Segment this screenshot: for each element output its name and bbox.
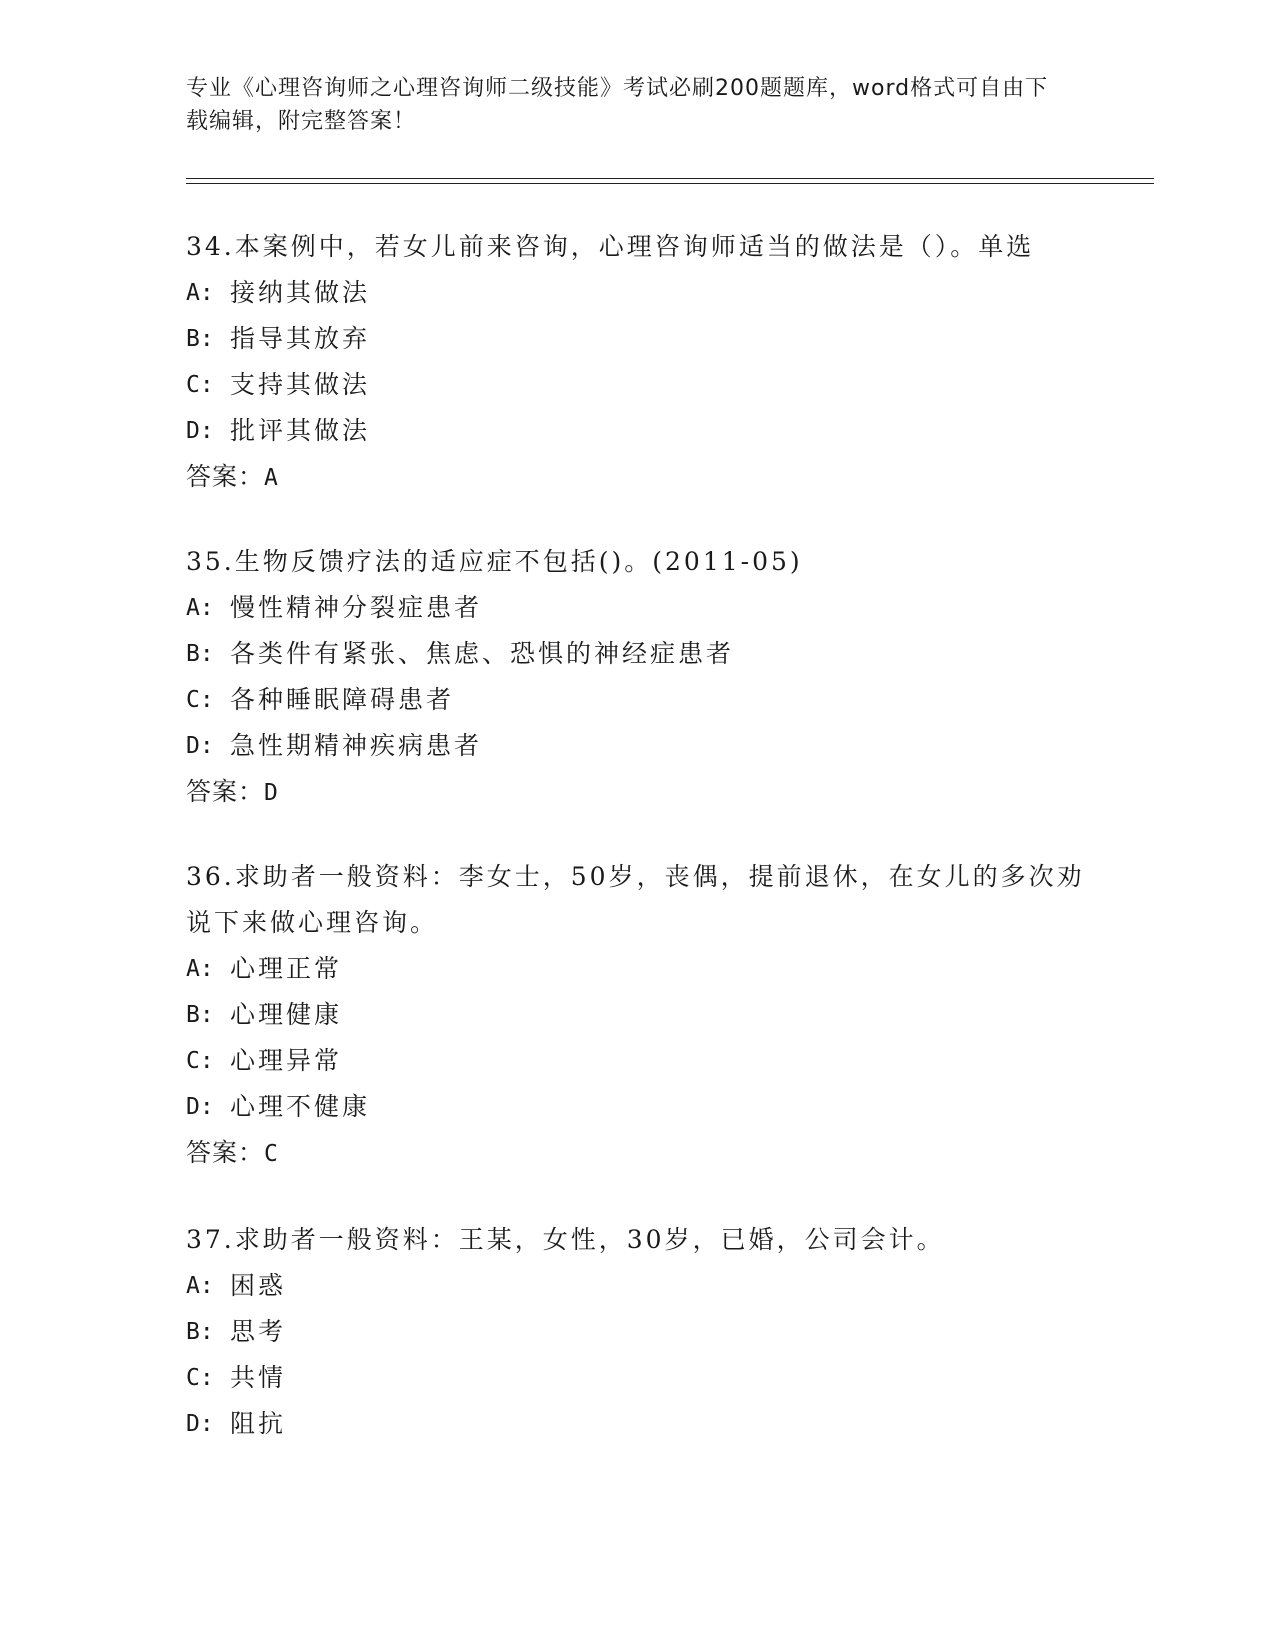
option-c (186, 677, 1086, 723)
option-b (186, 1309, 1086, 1355)
question-35 (186, 539, 1086, 816)
question-stem: 37.求助者一般资料：王某，女性，30岁，已婚，公司会计。 (186, 1225, 945, 1254)
question-stem: 36.求助者一般资料：李女士，50岁，丧偶，提前退休，在女儿的多次劝说下来做心理咨询。 (186, 862, 1085, 937)
option-text: 批评其做法 (230, 416, 371, 445)
option-c (186, 1038, 1086, 1084)
option-letter: B: (186, 1319, 214, 1345)
option-text: 共情 (230, 1363, 287, 1392)
option-letter: D: (186, 1411, 214, 1437)
option-letter: A: (186, 595, 214, 621)
option-b (186, 631, 1086, 677)
option-text: 心理健康 (230, 1000, 343, 1029)
question-34 (186, 224, 1086, 501)
answer-value: A (264, 465, 279, 491)
option-text: 各类件有紧张、焦虑、恐惧的神经症患者 (230, 639, 735, 668)
option-text: 思考 (230, 1317, 287, 1346)
answer-label: 答案： (186, 1138, 265, 1167)
option-letter: B: (186, 326, 214, 352)
option-letter: C: (186, 372, 214, 398)
option-letter: D: (186, 1094, 214, 1120)
option-letter: D: (186, 418, 214, 444)
option-c (186, 1355, 1086, 1401)
option-text: 接纳其做法 (230, 278, 371, 307)
option-a (186, 1263, 1086, 1309)
option-a (186, 270, 1086, 316)
option-a (186, 585, 1086, 631)
option-text: 心理正常 (230, 954, 343, 983)
option-letter: A: (186, 280, 214, 306)
option-text: 心理异常 (230, 1046, 343, 1075)
question-stem: 34.本案例中，若女儿前来咨询，心理咨询师适当的做法是（）。单选 (186, 232, 1035, 261)
document-header: 专业《心理咨询师之心理咨询师二级技能》考试必刷200题题库，word格式可自由下载编辑，附完整答案！ (186, 76, 1049, 134)
option-letter: A: (186, 956, 214, 982)
answer-value: D (264, 780, 279, 806)
option-text: 急性期精神疾病患者 (230, 731, 483, 760)
header-rule-bottom (186, 183, 1154, 184)
option-letter: B: (186, 1002, 214, 1028)
option-letter: C: (186, 687, 214, 713)
option-d (186, 408, 1086, 454)
answer-label: 答案： (186, 462, 265, 491)
header-rule-top (186, 178, 1154, 179)
option-text: 各种睡眠障碍患者 (230, 685, 455, 714)
answer-line (186, 769, 1086, 816)
option-letter: D: (186, 733, 214, 759)
option-b (186, 992, 1086, 1038)
option-text: 心理不健康 (230, 1092, 371, 1121)
option-letter: A: (186, 1273, 214, 1299)
answer-label: 答案： (186, 777, 265, 806)
option-text: 阻抗 (230, 1409, 287, 1438)
question-stem: 35.生物反馈疗法的适应症不包括()。(2011-05) (186, 547, 803, 576)
answer-value: C (264, 1141, 279, 1167)
option-d (186, 1084, 1086, 1130)
answer-line (186, 1130, 1086, 1177)
option-d (186, 1401, 1086, 1447)
option-text: 慢性精神分裂症患者 (230, 593, 483, 622)
option-text: 困惑 (230, 1271, 287, 1300)
option-letter: B: (186, 641, 214, 667)
option-letter: C: (186, 1365, 214, 1391)
question-36 (186, 854, 1086, 1177)
option-letter: C: (186, 1048, 214, 1074)
option-d (186, 723, 1086, 769)
option-b (186, 316, 1086, 362)
option-a (186, 946, 1086, 992)
answer-line (186, 454, 1086, 501)
question-37 (186, 1217, 1086, 1447)
option-text: 支持其做法 (230, 370, 371, 399)
option-c (186, 362, 1086, 408)
option-text: 指导其放弃 (230, 324, 371, 353)
